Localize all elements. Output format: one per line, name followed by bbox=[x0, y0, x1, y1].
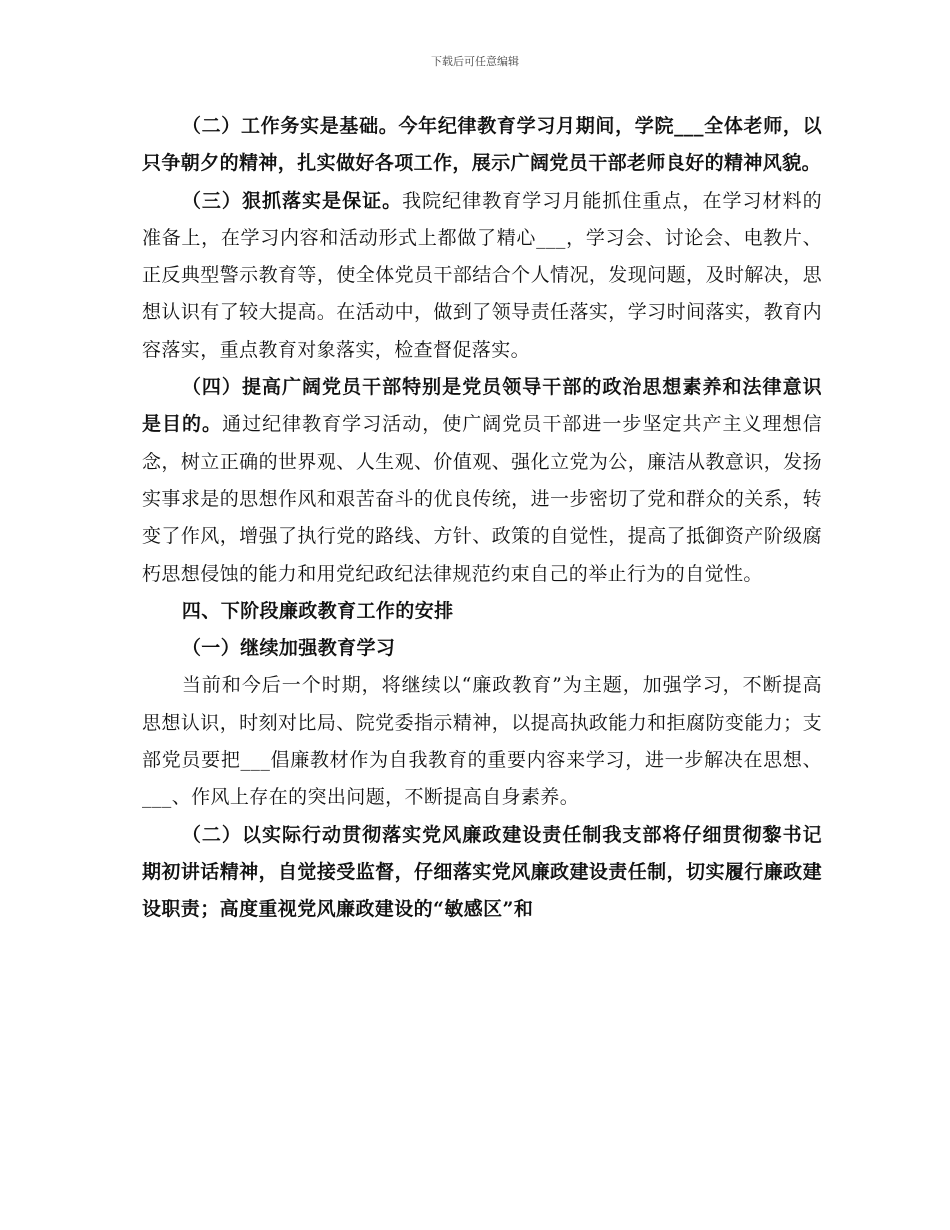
paragraph-implementation bbox=[142, 183, 822, 369]
document-body bbox=[142, 108, 822, 929]
subsection-heading-text: （一）继续加强教育学习 bbox=[181, 637, 396, 660]
paragraph-responsibility bbox=[142, 817, 822, 929]
page-header: 下载后可任意编辑 bbox=[431, 55, 519, 68]
paragraph-text: 当前和今后一个时期，将继续以“廉政教育”为主题，加强学习，不断提高思想认识，时刻对比局、院党委指示精神，以提高执政能力和拒腐防变能力；支部党员要把___倡廉教材作为自我教育的重要内容来学习，进一步解决在思想、___、作风上存在的突出问题，不断提高自身素养。 bbox=[142, 674, 822, 809]
paragraph-lead-bold: （三）狠抓落实是保证。 bbox=[181, 189, 403, 212]
paragraph-study bbox=[142, 667, 822, 816]
paragraph-work-practical bbox=[142, 108, 822, 183]
section-heading-text: 四、下阶段廉政教育工作的安排 bbox=[181, 599, 454, 622]
paragraph-lead-bold: （四）提高广阔党员干部特别是党员领导干部的政治思想素养和法律意识是目的。 bbox=[142, 376, 822, 436]
paragraph-text: 我院纪律教育学习月能抓住重点，在学习材料的准备上，在学习内容和活动形式上都做了精心___，学习会、讨论会、电教片、正反典型警示教育等，使全体党员干部结合个人情况，发现问题，及时解决，思想认识有了较大提高。在活动中，做到了领导责任落实，学习时间落实，教育内容落实，重点教育对象落实，检查督促落实。 bbox=[142, 189, 822, 361]
section-heading-4 bbox=[142, 593, 822, 630]
paragraph-text-bold: （二）以实际行动贯彻落实党风廉政建设责任制我支部将仔细贯彻黎书记期初讲话精神，自觉接受监督，仔细落实党风廉政建设责任制，切实履行廉政建设职责；高度重视党风廉政建设的“敏感区”和 bbox=[142, 823, 822, 921]
paragraph-text-bold: （二）工作务实是基础。今年纪律教育学习月期间，学院___全体老师，以只争朝夕的精神，扎实做好各项工作，展示广阔党员干部老师良好的精神风貌。 bbox=[142, 115, 822, 175]
paragraph-goal bbox=[142, 369, 822, 593]
subsection-heading-1 bbox=[142, 630, 822, 667]
paragraph-text: 通过纪律教育学习活动，使广阔党员干部进一步坚定共产主义理想信念，树立正确的世界观、人生观、价值观、强化立党为公，廉洁从教意识，发扬实事求是的思想作风和艰苦奋斗的优良传统，进一步密切了党和群众的关系，转变了作风，增强了执行党的路线、方针、政策的自觉性，提高了抵御资产阶级腐朽思想侵蚀的能力和用党纪政纪法律规范约束自己的举止行为的自觉性。 bbox=[142, 413, 822, 585]
